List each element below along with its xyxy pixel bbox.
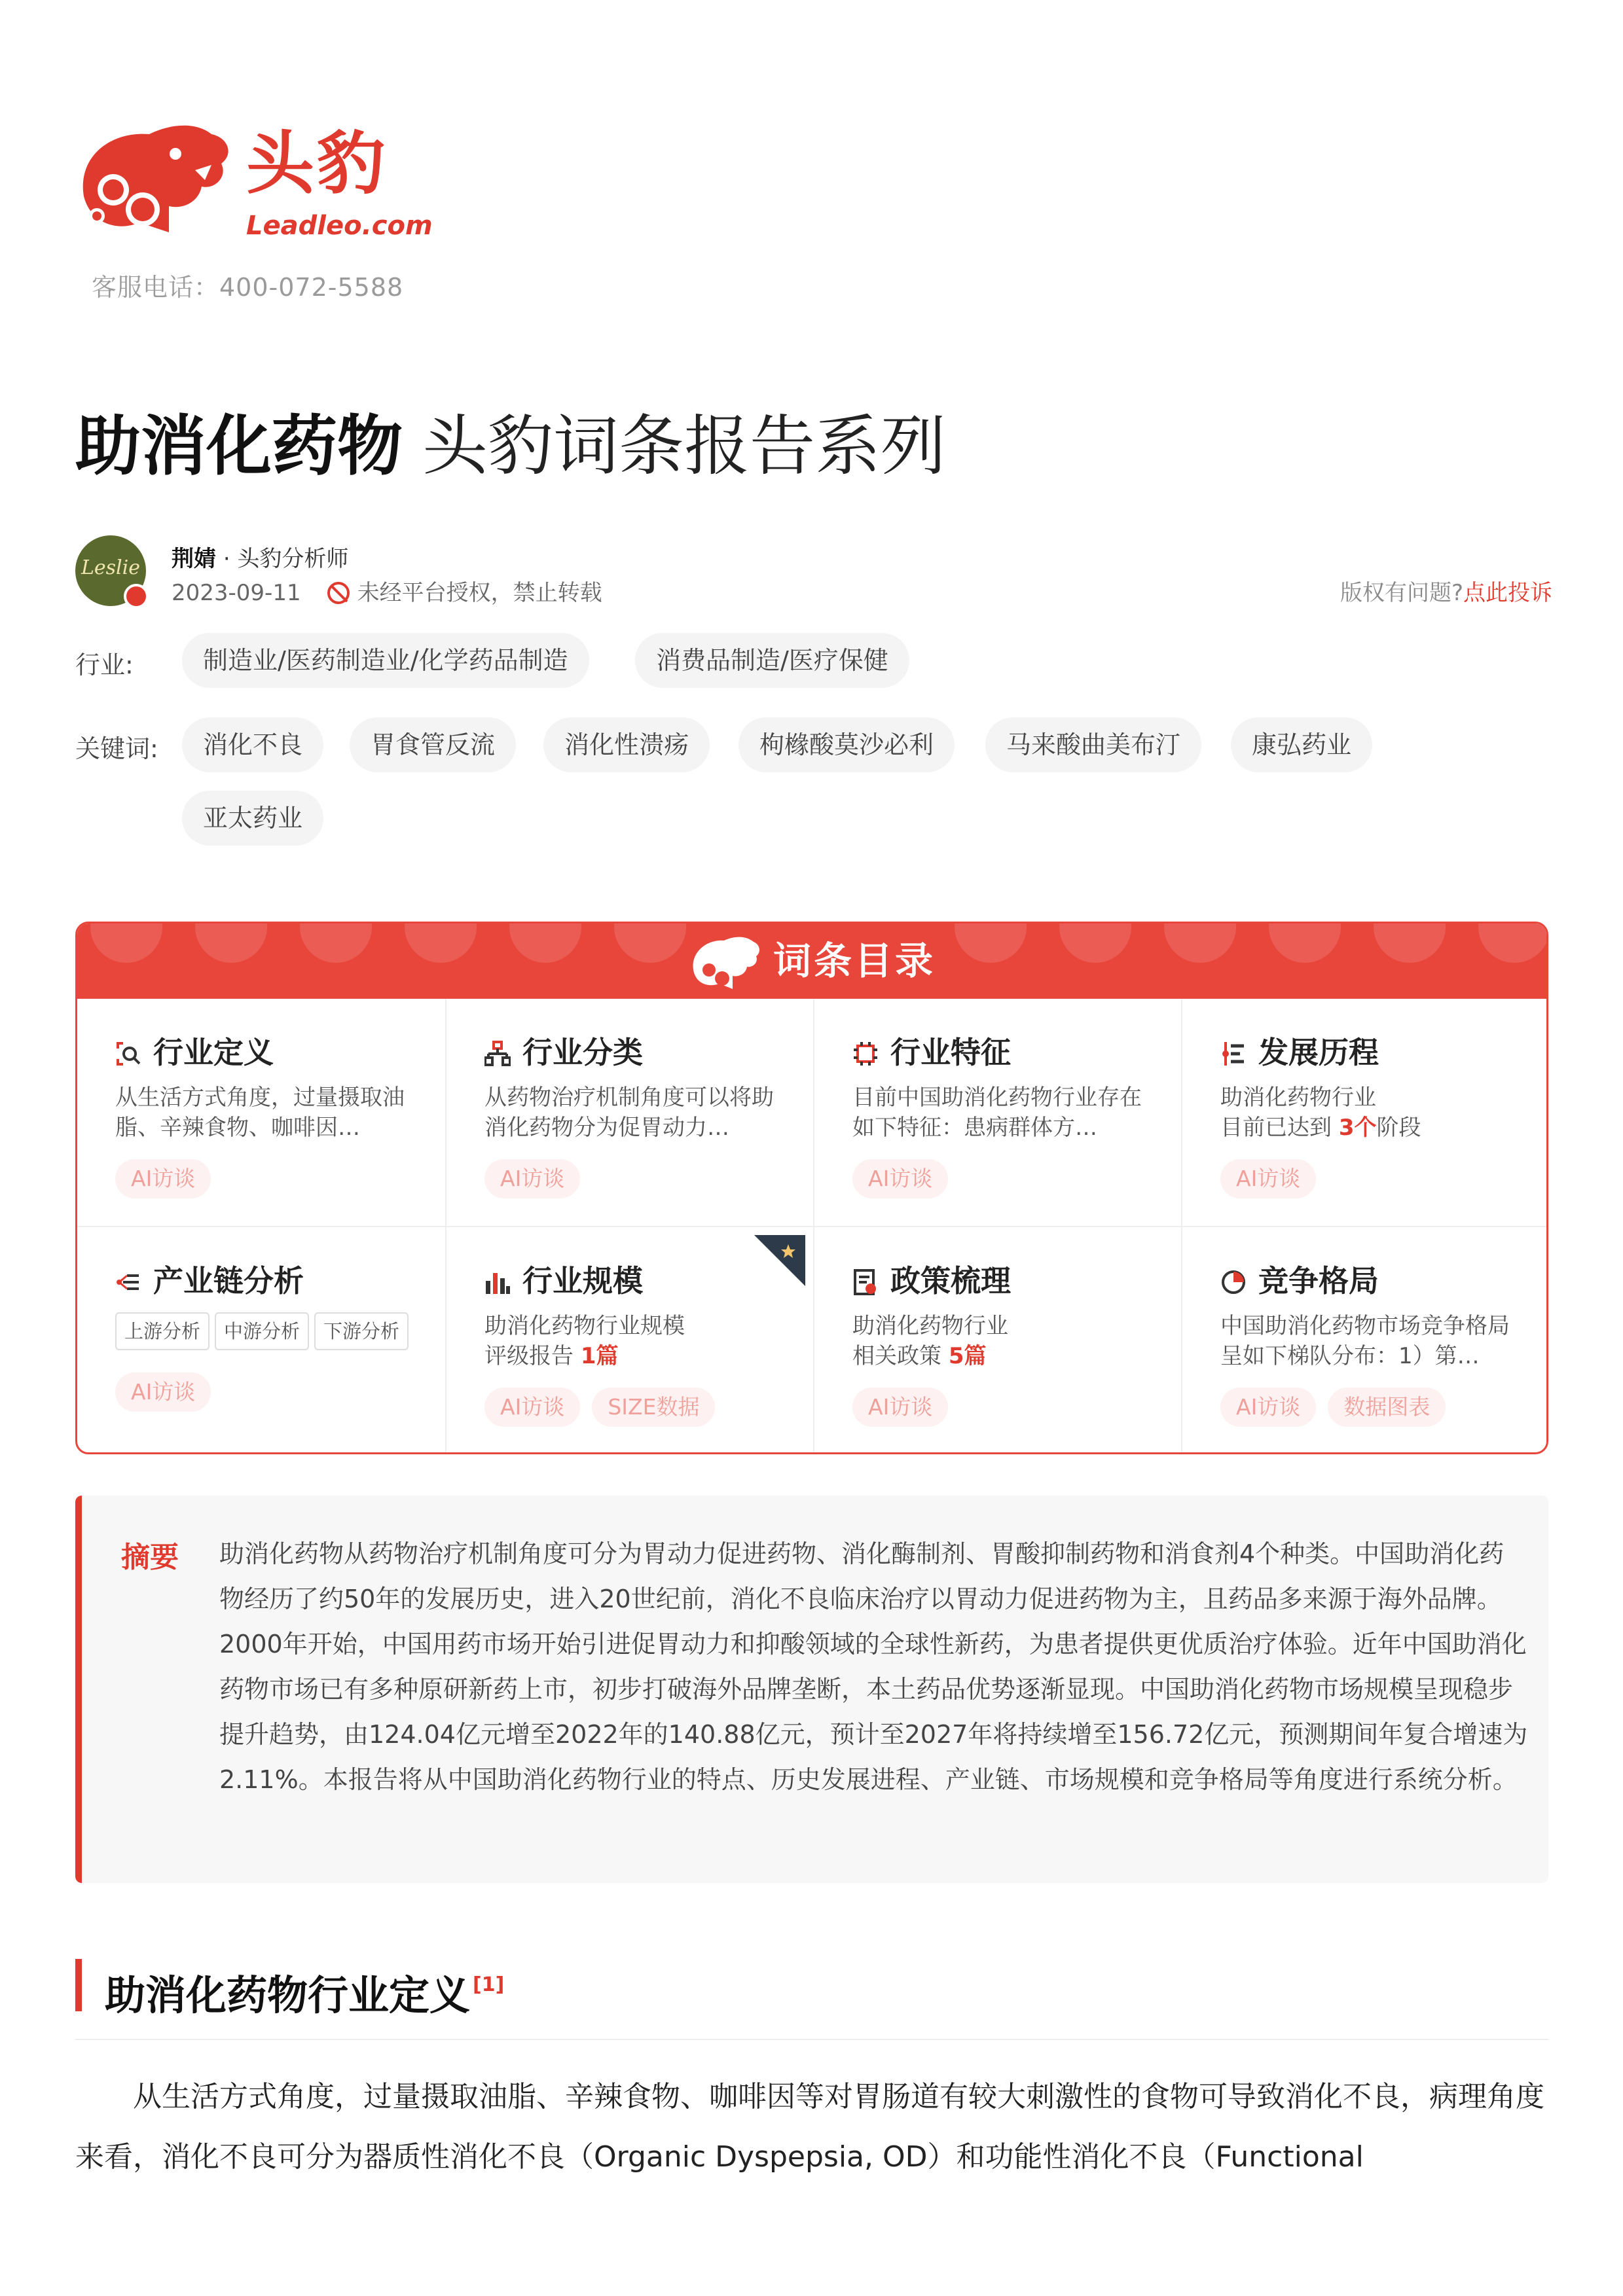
size-data-pill[interactable]: SIZE数据: [592, 1388, 715, 1427]
hierarchy-icon: [484, 1041, 511, 1067]
summary-text: 助消化药物从药物治疗机制角度可分为胃动力促进药物、消化酶制剂、胃酸抑制药物和消食剂4个种类。中国助消化药物经历了约50年的发展历史，进入20世纪前，消化不良临床治疗以胃动力促进药物为主，且药品多来源于海外品牌。2000年开始，中国用药市场开始引进促胃动力和抑酸领域的全球性新药，为患者提供更优质治疗体验。近年中国助消化药物市场已有多种原研新药上市，初步打破海外品牌垄断，本土药品优势逐渐显现。中国助消化药物市场规模呈现稳步提升趋势，由124.04亿元增至2022年的140.88亿元，预计至2027年将持续增至156.72亿元，预测期间年复合增速为2.11%。本报告将从中国助消化药物行业的特点、历史发展进程、产业链、市场规模和竞争格局等角度进行系统分析。: [219, 1539, 1528, 1794]
cell-description: 从药物治疗机制角度可以将助消化药物分为促胃动力…: [484, 1085, 774, 1141]
keyword-tag[interactable]: 马来酸曲美布汀: [985, 717, 1201, 772]
midstream-tag[interactable]: 中游分析: [215, 1312, 309, 1350]
cell-description: 目前中国助消化药物行业存在如下特征：患病群体方…: [852, 1085, 1142, 1141]
catalog-card: [75, 922, 1548, 1454]
data-chart-pill[interactable]: 数据图表: [1328, 1388, 1446, 1427]
keywords-label: 关键词:: [75, 734, 158, 763]
catalog-cell-competition[interactable]: 竞争格局 中国助消化药物市场竞争格局呈如下梯队分布：1）第… AI访谈 数据图表: [1181, 1226, 1548, 1453]
author-role: · 头豹分析师: [223, 546, 349, 572]
title-sub: 头豹词条报告系列: [422, 408, 946, 484]
page-title: [75, 407, 946, 486]
ai-interview-pill[interactable]: AI访谈: [1220, 1388, 1316, 1427]
section-divider: [75, 2039, 1548, 2040]
brand-site: Leadleo.com: [246, 211, 433, 241]
title-main: 助消化药物: [75, 408, 403, 484]
author-line: [172, 541, 348, 573]
author-meta: [172, 575, 602, 607]
complain-link[interactable]: 点此投诉: [1463, 580, 1552, 606]
brand-logo[interactable]: [71, 118, 433, 249]
summary-label: 摘要: [121, 1541, 179, 1574]
industry-tag[interactable]: 制造业/医药制造业/化学药品制造: [182, 633, 589, 688]
chain-icon: [115, 1269, 141, 1295]
keyword-tag[interactable]: 康弘药业: [1231, 717, 1372, 772]
catalog-cell-classification[interactable]: 行业分类 从药物治疗机制角度可以将助消化药物分为促胃动力… AI访谈: [445, 999, 813, 1226]
ai-interview-pill[interactable]: AI访谈: [484, 1159, 580, 1198]
catalog-title: 词条目录: [773, 939, 936, 983]
ai-interview-pill[interactable]: AI访谈: [115, 1159, 211, 1198]
author-name[interactable]: 荆婧: [172, 546, 216, 572]
avatar-badge-icon: [124, 584, 149, 609]
cell-description: 从生活方式角度，过量摄取油脂、辛辣食物、咖啡因…: [115, 1085, 405, 1141]
catalog-cell-definition[interactable]: 行业定义 从生活方式角度，过量摄取油脂、辛辣食物、咖啡因… AI访谈: [77, 999, 445, 1226]
ai-interview-pill[interactable]: AI访谈: [115, 1372, 211, 1412]
section-accent-bar: [75, 1959, 82, 2011]
bar-chart-icon: [484, 1269, 511, 1295]
industry-label: 行业:: [75, 651, 134, 679]
keyword-tag[interactable]: 亚太药业: [182, 791, 323, 846]
catalog-header: [77, 924, 1546, 999]
service-phone: 客服电话：400-072-5588: [92, 273, 404, 302]
publish-date: 2023-09-11: [172, 580, 301, 606]
pie-chart-icon: [1220, 1269, 1247, 1295]
timeline-icon: [1220, 1041, 1247, 1067]
section-body: 从生活方式角度，过量摄取油脂、辛辣食物、咖啡因等对胃肠道有较大刺激性的食物可导致消化不良，病理角度来看，消化不良可分为器质性消化不良（Organic Dyspepsia, OD）和功能性消化不良（Functional: [75, 2080, 1544, 2174]
ai-interview-pill[interactable]: AI访谈: [852, 1159, 948, 1198]
catalog-cell-features[interactable]: 行业特征 目前中国助消化药物行业存在如下特征：患病群体方… AI访谈: [813, 999, 1181, 1226]
ai-interview-pill[interactable]: AI访谈: [1220, 1159, 1316, 1198]
keyword-tag[interactable]: 消化不良: [182, 717, 323, 772]
copyright-question: 版权有问题?: [1340, 580, 1463, 606]
catalog-cell-policy[interactable]: 政策梳理 助消化药物行业 相关政策 5篇 AI访谈: [813, 1226, 1181, 1453]
search-doc-icon: [115, 1041, 141, 1067]
no-copy-icon: [327, 582, 350, 604]
leopard-logo-icon: [688, 934, 760, 993]
keyword-tag[interactable]: 胃食管反流: [350, 717, 516, 772]
catalog-cell-history[interactable]: 发展历程 助消化药物行业 目前已达到 3个阶段 AI访谈: [1181, 999, 1548, 1226]
cell-description: 助消化药物行业 目前已达到 3个阶段: [1220, 1085, 1421, 1141]
copyright-notice: [1340, 575, 1552, 607]
summary-box: [75, 1496, 1548, 1883]
downstream-tag[interactable]: 下游分析: [314, 1312, 409, 1350]
reference-link[interactable]: [1]: [473, 1973, 505, 1996]
star-badge-icon: [754, 1235, 805, 1286]
cell-description: 中国助消化药物市场竞争格局呈如下梯队分布：1）第…: [1220, 1313, 1510, 1369]
section-title: 助消化药物行业定义 [1]: [105, 1971, 505, 2019]
cell-description: 助消化药物行业规模 评级报告 1篇: [484, 1313, 685, 1369]
industry-tag[interactable]: 消费品制造/医疗保健: [635, 633, 909, 688]
catalog-cell-chain[interactable]: 产业链分析 上游分析 中游分析 下游分析 AI访谈: [77, 1226, 445, 1453]
ai-interview-pill[interactable]: AI访谈: [852, 1388, 948, 1427]
cell-description: 助消化药物行业 相关政策 5篇: [852, 1313, 1008, 1369]
policy-doc-icon: [852, 1269, 879, 1295]
upstream-tag[interactable]: 上游分析: [115, 1312, 210, 1350]
keyword-tag[interactable]: 消化性溃疡: [543, 717, 710, 772]
chip-icon: [852, 1041, 879, 1067]
avatar-text: Leslie: [81, 556, 140, 579]
ai-interview-pill[interactable]: AI访谈: [484, 1388, 580, 1427]
brand-name: 头豹: [246, 124, 388, 204]
copy-notice: 未经平台授权，禁止转载: [357, 580, 602, 606]
keyword-tag[interactable]: 枸橼酸莫沙必利: [739, 717, 955, 772]
catalog-cell-scale[interactable]: 行业规模 助消化药物行业规模 评级报告 1篇 AI访谈 SIZE数据: [445, 1226, 813, 1453]
avatar[interactable]: [75, 535, 146, 606]
